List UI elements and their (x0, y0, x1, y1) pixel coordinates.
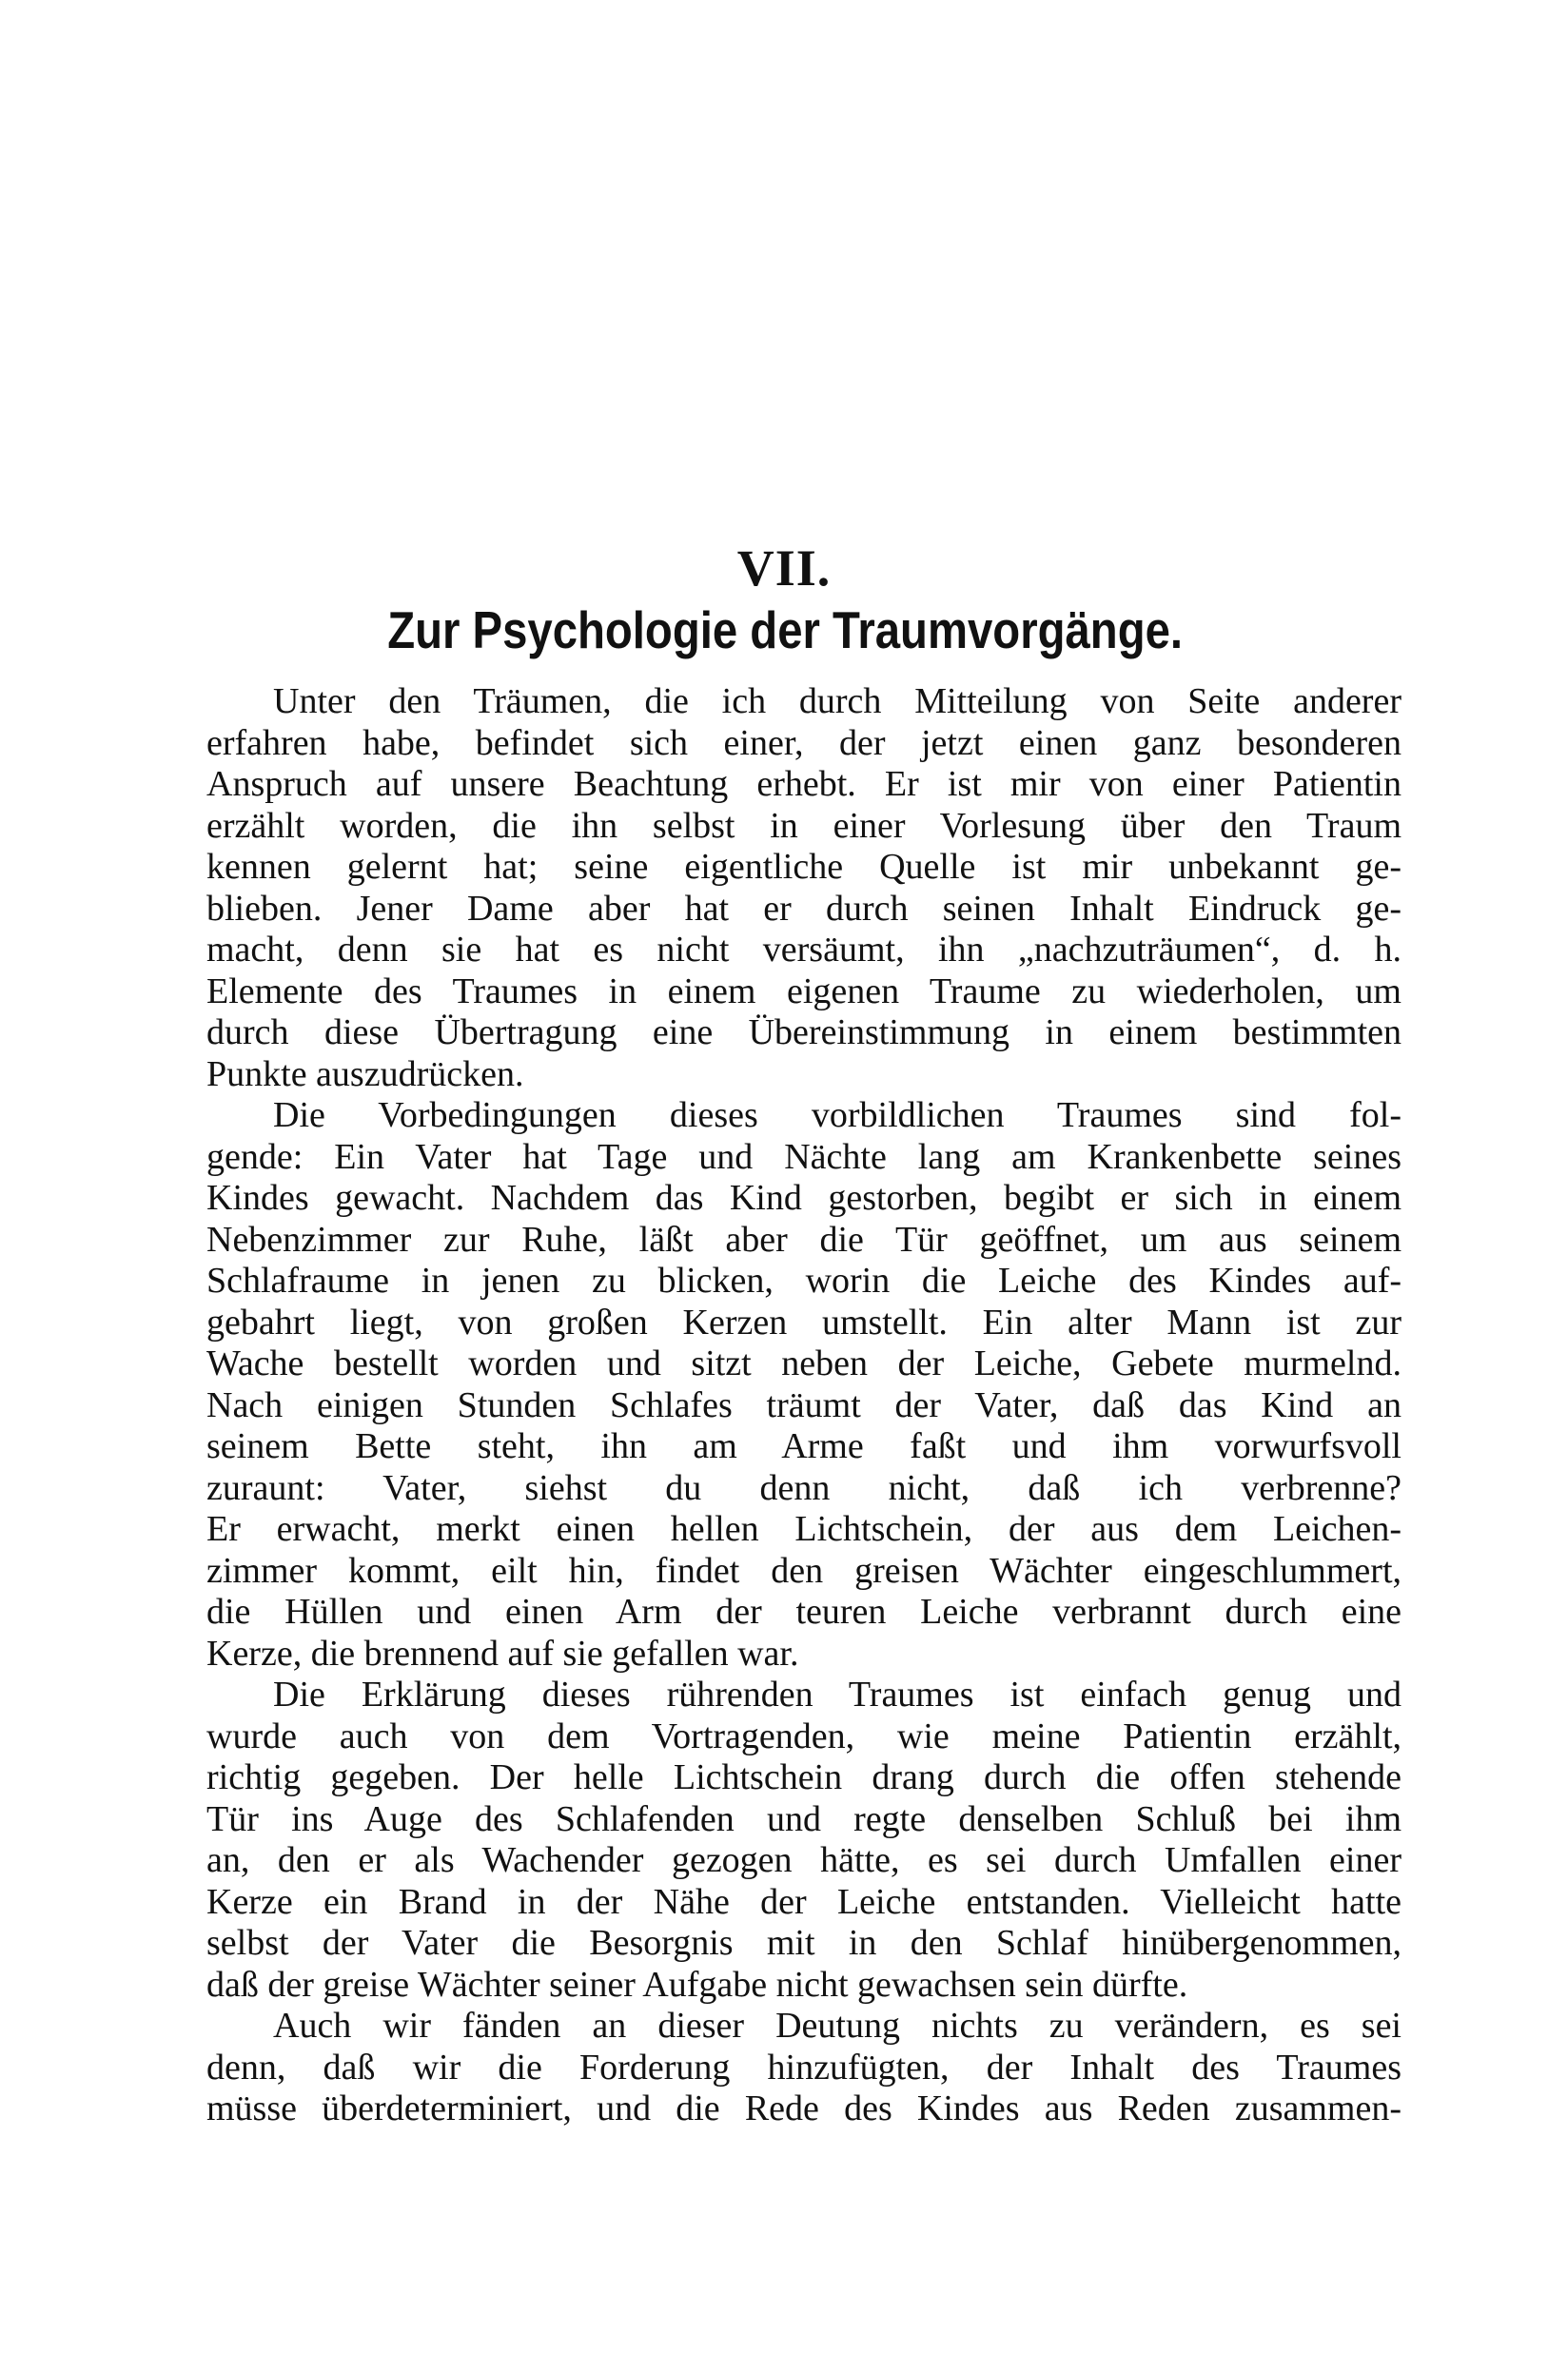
text-line: müsse überdeterminiert, und die Rede des Kindes aus Reden zusammen- (206, 2088, 1401, 2128)
text-line: Nach einigen Stunden Schlafes träumt der Vater, daß das Kind an (206, 1384, 1401, 1425)
chapter-number: VII. (736, 539, 832, 597)
text-line: an, den er als Wachender gezogen hätte, es sei durch Umfallen einer (206, 1840, 1401, 1880)
text-line: Punkte auszudrücken. (206, 1053, 524, 1094)
text-line: erzählt worden, die ihn selbst in einer Vorlesung über den Traum (206, 805, 1401, 846)
text-line: kennen gelernt hat; seine eigentliche Quelle ist mir unbekannt ge- (206, 847, 1401, 887)
text-line: Elemente des Traumes in einem eigenen Traume zu wiederholen, um (206, 971, 1401, 1011)
text-line: zimmer kommt, eilt hin, findet den greisen Wächter eingeschlummert, (206, 1550, 1401, 1591)
text-line: Kerze, die brennend auf sie gefallen war. (206, 1633, 799, 1674)
text-line: Nebenzimmer zur Ruhe, läßt aber die Tür geöffnet, um aus seinem (206, 1219, 1401, 1260)
text-line: erfahren habe, befindet sich einer, der jetzt einen ganz besonderen (206, 722, 1401, 763)
text-line: richtig gegeben. Der helle Lichtschein drang durch die offen stehende (206, 1757, 1401, 1797)
text-line: Die Erklärung dieses rührenden Traumes ist einfach genug und (273, 1675, 1401, 1715)
text-line: daß der greise Wächter seiner Aufgabe nicht gewachsen sein dürfte. (206, 1964, 1188, 2005)
text-line: zuraunt: Vater, siehst du denn nicht, daß ich verbrenne? (206, 1467, 1401, 1508)
text-line: blieben. Jener Dame aber hat er durch seinen Inhalt Eindruck ge- (206, 888, 1401, 929)
chapter-title: Zur Psychologie der Traumvorgänge. (387, 600, 1184, 659)
text-line: Auch wir fänden an dieser Deutung nichts zu verändern, es sei (273, 2006, 1401, 2046)
text-line: Anspruch auf unsere Beachtung erhebt. Er ist mir von einer Patientin (206, 764, 1401, 804)
text-line: die Hüllen und einen Arm der teuren Leiche verbrannt durch eine (206, 1592, 1401, 1632)
paragraph (206, 1095, 1401, 1675)
text-line: Unter den Träumen, die ich durch Mitteilung von Seite anderer (273, 681, 1401, 721)
text-line: gebahrt liegt, von großen Kerzen umstellt. Ein alter Mann ist zur (206, 1302, 1401, 1343)
body-text (206, 681, 1401, 2130)
paragraph (206, 681, 1401, 1095)
text-line: durch diese Übertragung eine Übereinstimmung in einem bestimmten (206, 1012, 1401, 1052)
text-line: gende: Ein Vater hat Tage und Nächte lang am Krankenbette seines (206, 1136, 1401, 1177)
text-line: seinem Bette steht, ihn am Arme faßt und ihm vorwurfsvoll (206, 1426, 1401, 1466)
text-line: Er erwacht, merkt einen hellen Lichtschein, der aus dem Leichen- (206, 1509, 1401, 1549)
paragraph (206, 1675, 1401, 2006)
text-line: denn, daß wir die Forderung hinzufügten, der Inhalt des Traumes (206, 2047, 1401, 2088)
text-line: Kindes gewacht. Nachdem das Kind gestorben, begibt er sich in einem (206, 1178, 1401, 1218)
text-line: Tür ins Auge des Schlafenden und regte denselben Schluß bei ihm (206, 1798, 1401, 1839)
text-line: Die Vorbedingungen dieses vorbildlichen Traumes sind fol- (273, 1095, 1401, 1135)
text-line: Kerze ein Brand in der Nähe der Leiche entstanden. Vielleicht hatte (206, 1881, 1401, 1922)
text-line: Schlafraume in jenen zu blicken, worin die Leiche des Kindes auf- (206, 1261, 1401, 1301)
text-line: macht, denn sie hat es nicht versäumt, ihn „nachzuträumen“, d. h. (206, 930, 1401, 970)
text-line: Wache bestellt worden und sitzt neben der Leiche, Gebete murmelnd. (206, 1343, 1401, 1383)
text-line: selbst der Vater die Besorgnis mit in den Schlaf hinübergenommen, (206, 1923, 1401, 1963)
text-line: wurde auch von dem Vortragenden, wie meine Patientin erzählt, (206, 1716, 1401, 1756)
paragraph (206, 2006, 1401, 2130)
